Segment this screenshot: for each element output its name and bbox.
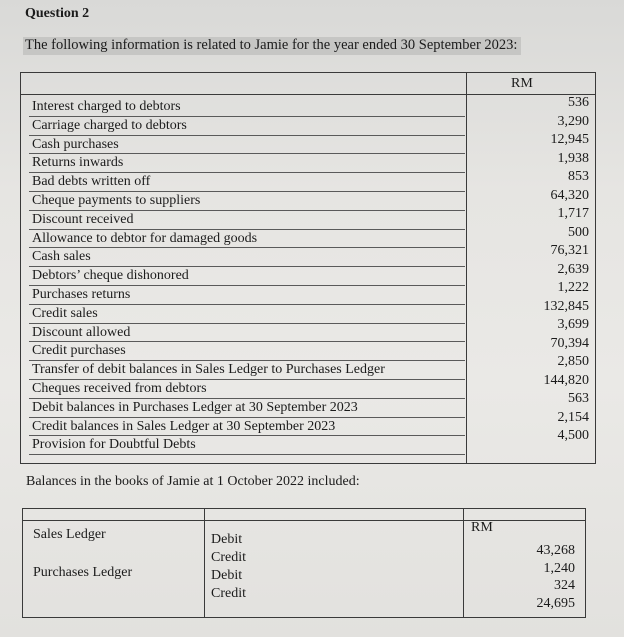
transactions-table: [20, 72, 596, 464]
side-label: Debit: [211, 568, 243, 583]
column-divider: [466, 73, 467, 463]
table-row-value: 3,699: [557, 317, 589, 332]
table-row-label: Credit balances in Sales Ledger at 30 September 2023: [29, 418, 465, 437]
question-heading: Question 2: [25, 6, 90, 21]
table-row-label: Cheques received from debtors: [29, 380, 465, 399]
table-row-value: 12,945: [550, 132, 589, 147]
table-row-label: Interest charged to debtors: [29, 98, 465, 117]
purchases-ledger-label: Purchases Ledger: [33, 565, 133, 580]
table-row-label: Cash purchases: [29, 136, 465, 155]
table-row-label: Provision for Doubtful Debts: [29, 436, 465, 455]
table-row-value: 2,154: [557, 409, 589, 425]
side-label: Credit: [211, 586, 246, 601]
table-row-label: Cheque payments to suppliers: [29, 192, 465, 211]
balance-values: [471, 542, 575, 612]
transaction-labels: [29, 98, 465, 455]
balance-value: 324: [554, 578, 575, 593]
column-divider: [204, 509, 205, 617]
opening-balances-table: [22, 508, 586, 618]
table-row-label: Transfer of debit balances in Sales Ledger to Purchases Ledger: [29, 361, 465, 380]
table-row-value: 2,850: [557, 354, 589, 369]
table-row-label: Cash sales: [29, 248, 465, 267]
table-row-value: 1,222: [557, 280, 589, 295]
table-row-label: Allowance to debtor for damaged goods: [29, 230, 465, 249]
balance-value: 1,240: [543, 560, 575, 576]
table-row-label: Returns inwards: [29, 154, 465, 173]
table-row-value: 70,394: [550, 335, 589, 351]
balance-value: 43,268: [536, 543, 575, 558]
table-row-value: 2,639: [557, 261, 589, 277]
sales-ledger-label: Sales Ledger: [33, 527, 106, 542]
table-row-label: Bad debts written off: [29, 173, 465, 192]
table-row-label: Debit balances in Purchases Ledger at 30 September 2023: [29, 399, 465, 418]
table-row-label: Discount received: [29, 211, 465, 230]
table-row-label: Credit purchases: [29, 342, 465, 361]
intro-text: The following information is related to Jamie for the year ended 30 September 2023:: [23, 37, 521, 55]
table-row-label: Carriage charged to debtors: [29, 117, 465, 136]
column-divider: [463, 509, 464, 617]
table-row-value: 1,717: [557, 206, 589, 221]
table-row-label: Purchases returns: [29, 286, 465, 305]
rm-column-header: RM: [511, 76, 533, 91]
table-row-value: 132,845: [543, 298, 589, 314]
side-label: Debit: [211, 532, 243, 547]
table-row-value: 76,321: [550, 243, 589, 258]
header-rule: [23, 520, 585, 521]
balances-intro: Balances in the books of Jamie at 1 October 2022 included:: [26, 474, 360, 489]
table-row-value: 3,290: [557, 113, 589, 129]
table-row-value: 500: [568, 224, 589, 240]
table-row-value: 536: [568, 95, 589, 110]
transaction-values: [471, 94, 589, 446]
side-label: Credit: [211, 550, 246, 565]
table-row-value: 4,500: [557, 428, 589, 443]
side-labels: [211, 531, 246, 603]
table-row-label: Discount allowed: [29, 324, 465, 343]
table-row-value: 144,820: [543, 372, 589, 388]
table-row-value: 563: [568, 391, 589, 406]
table-row-value: 853: [568, 169, 589, 184]
table-row-label: Credit sales: [29, 305, 465, 324]
table-row-value: 64,320: [550, 187, 589, 203]
rm-column-header: RM: [471, 520, 493, 535]
table-row-label: Debtors’ cheque dishonored: [29, 267, 465, 286]
table-row-value: 1,938: [557, 150, 589, 166]
balance-value: 24,695: [536, 595, 575, 611]
